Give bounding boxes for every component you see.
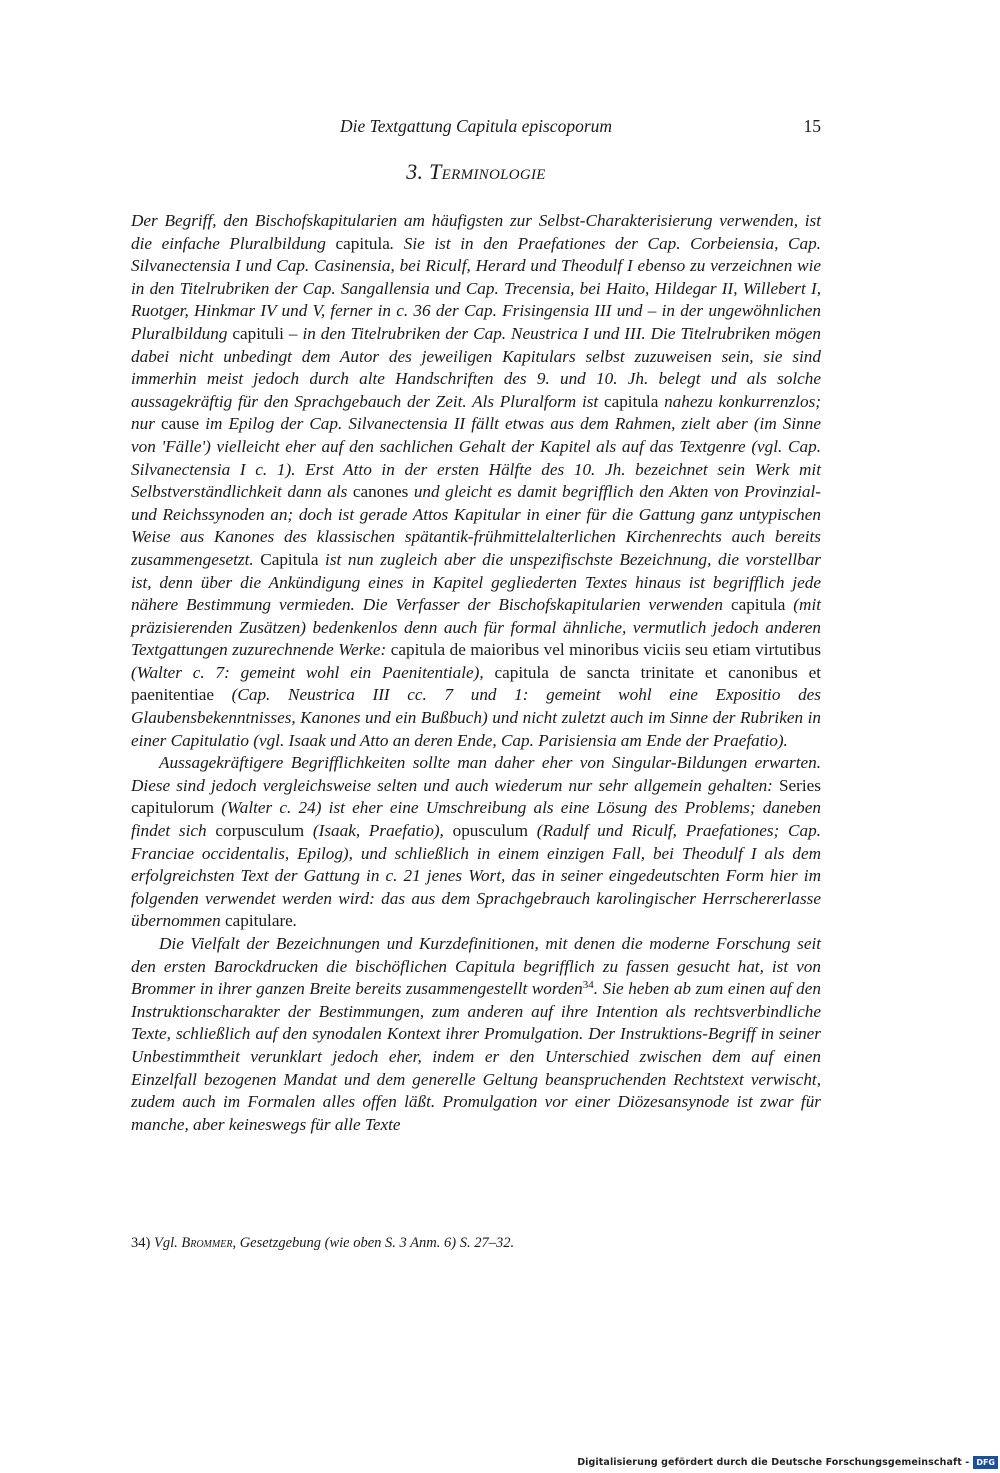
- latin-term: opusculum: [452, 821, 529, 841]
- footnote-prefix: Vgl.: [153, 1235, 178, 1251]
- section-title: 3. Terminologie: [406, 159, 546, 184]
- paragraph: Die Vielfalt der Bezeichnungen und Kurzdefinitionen, mit denen die moderne Forschung seit den ersten Barockdrucken die bischöflichen Capitula begrifflich zu fassen gesucht hat, ist von Brommer in ihrer ganzen Breite bereits zusammengestellt worden$^{34}$. Sie heben ab zum einen auf den Instruktionscharakter der Bestimmungen, zum anderen auf ihre Intention als rechtsverbindliche Texte, schließlich auf den synodalen Kontext ihrer Promulgation. Der Instruktions-Begriff in seiner Unbestimmtheit verunklart jedoch eher, indem er den Unterschied zwischen dem auf einen Einzelfall bezogenen Mandat und dem generelle Geltung beanspruchenden Rechtstext verwischt, zudem auch im Formalen alles offen läßt. Promulgation vor einer Diözesansynode ist zwar für manche, aber keineswegs für alle Texte: [131, 934, 821, 1134]
- funding-note: Digitalisierung gefördert durch die Deutsche Forschungsgemeinschaft -: [577, 1456, 970, 1468]
- latin-term: corpusculum: [215, 821, 305, 841]
- latin-term: capitula de maioribus vel minoribus viciis seu etiam virtutibus: [390, 640, 822, 660]
- latin-term: capitula: [730, 595, 786, 615]
- latin-term: Capitula: [260, 549, 319, 569]
- footnote-mark: 34): [131, 1235, 151, 1251]
- latin-term: capitula de sancta trinitate et canonibus et paenitentiae: [131, 662, 822, 705]
- body-text: [131, 210, 821, 1136]
- latin-term: Series capitulorum: [131, 775, 821, 818]
- latin-term: cause: [160, 414, 200, 434]
- paragraph: Aussagekräftigere Begrifflichkeiten sollte man daher eher von Singular-Bildungen erwarten. Diese sind jedoch vergleichsweise selten und auch wiederum nur sehr allgemein gehalten: Series capitulorum (Walter c. 24) ist eher eine Umschreibung als eine Lösung des Problems; daneben findet sich corpusculum (Isaak, Praefatio), opusculum (Radulf und Riculf, Praefationes; Cap. Franciae occidentalis, Epilog), und schließlich in einem einzigen Fall, bei Theodulf I als dem erfolgreichsten Text der Gattung in c. 21 jenes Wort, das in seiner eingedeutschten Form hier im folgenden verwendet werden wird: das aus dem Sprachgebrauch karolingischer Herrschererlasse übernommen capitulare.: [131, 753, 821, 931]
- paragraph: Der Begriff, den Bischofskapitularien am häufigsten zur Selbst-Charakterisierung verwenden, ist die einfache Pluralbildung capitula. Sie ist in den Praefationes der Cap. Corbeiensia, Cap. Silvanectensia I und Cap. Casinensia, bei Riculf, Herard und Theodulf I ebenso zu verzeichnen wie in den Titelrubriken der Cap. Sangallensia und Cap. Trecensia, bei Haito, Hildegar II, Willebert I, Ruotger, Hinkmar IV und V, ferner in c. 36 der Cap. Frisingensia III und – in der ungewöhnlichen Pluralbildung capituli – in den Titelrubriken der Cap. Neustrica I und III. Die Titelrubriken mögen dabei nicht unbedingt dem Autor des jeweiligen Kapitulars selbst zuzuweisen sein, sie sind immerhin meist jedoch durch alte Handschriften des 9. und 10. Jh. belegt und als solche aussagekräftig für den Sprachgebauch der Zeit. Als Pluralform ist capitula nahezu konkurrenzlos; nur cause im Epilog der Cap. Silvanectensia II fällt etwas aus dem Rahmen, zielt aber (im Sinne von 'Fälle') vielleicht eher auf den sachlichen Gehalt der Kapitel als auf das Textgenre (vgl. Cap. Silvanectensia I c. 1). Erst Atto in der ersten Hälfte des 10. Jh. bezeichnet sein Werk mit Selbstverständlichkeit dann als canones und gleicht es damit begrifflich den Akten von Provinzial- und Reichssynoden an; doch ist gerade Attos Kapitular in einer für die Gattung ganz untypischen Weise aus Kanones des klassischen spätantik-frühmittelalterlichen Kirchenrechts auch bereits zusammengesetzt. Capitula ist nun zugleich aber die unspezifischste Bezeichnung, die vorstellbar ist, denn über die Ankündigung eines in Kapitel gegliederten Textes hinaus ist begrifflich jede nähere Bestimmung vermieden. Die Verfasser der Bischofskapitularien verwenden capitula (mit präzisierenden Zusätzen) bedenkenlos denn auch für formal ähnliche, vermutlich jedoch anderen Textgattungen zuzurechnende Werke: capitula de maioribus vel minoribus viciis seu etiam virtutibus (Walter c. 7: gemeint wohl ein Paenitentiale), capitula de sancta trinitate et canonibus et paenitentiae (Cap. Neustrica III cc. 7 und 1: gemeint wohl eine Expositio des Glaubensbekenntnisses, Kanones und ein Bußbuch) und nicht zuletzt auch im Sinne der Rubriken in einer Capitulatio (vgl. Isaak und Atto an deren Ende, Cap. Parisiensia am Ende der Praefatio).: [131, 211, 822, 750]
- footnote-author: Brommer: [181, 1235, 233, 1251]
- latin-term: capitula: [603, 391, 659, 411]
- latin-term: capitulare: [225, 911, 293, 931]
- running-head: [131, 116, 821, 140]
- footnote-reference: 34: [582, 979, 594, 992]
- page-number: 15: [803, 116, 821, 136]
- footnote: [131, 1235, 821, 1252]
- latin-term: canones: [352, 482, 409, 502]
- latin-term: capitula: [335, 233, 390, 253]
- dfg-logo: DFG: [973, 1456, 998, 1469]
- footnote-citation: , Gesetzgebung (wie oben S. 3 Anm. 6) S. 27–32.: [232, 1235, 515, 1251]
- latin-term: capituli: [232, 323, 284, 343]
- footer-bar: [577, 1455, 998, 1469]
- running-title: Die Textgattung Capitula episcoporum: [339, 116, 613, 136]
